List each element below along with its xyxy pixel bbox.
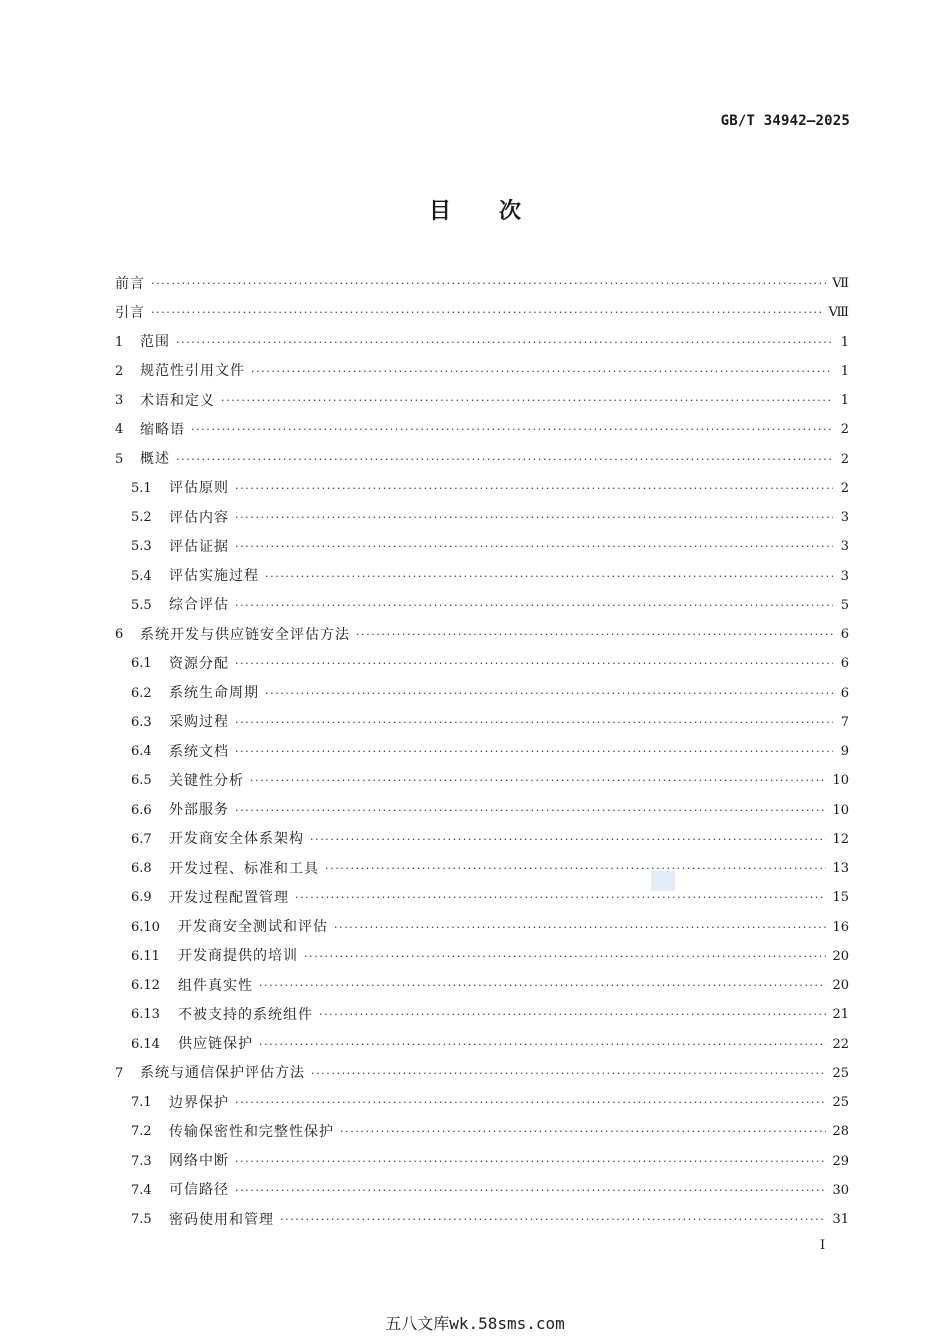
toc-leader-dots xyxy=(259,1039,826,1050)
toc-leader-dots xyxy=(235,512,833,523)
toc-entry-page: 2 xyxy=(840,451,849,467)
footer-site-text: 五八文库wk.58sms.com xyxy=(385,1314,565,1333)
toc-entry[interactable] xyxy=(115,1117,849,1146)
toc-entry-label: 传输保密性和完整性保护 xyxy=(169,1123,334,1140)
toc-leader-dots xyxy=(235,1185,826,1196)
toc-entry[interactable] xyxy=(115,825,849,854)
toc-entry-page: 1 xyxy=(840,334,849,350)
toc-entry-number: 2 xyxy=(115,363,124,379)
toc-entry-label: 供应链保护 xyxy=(178,1036,253,1053)
toc-title-left: 目 xyxy=(428,199,451,224)
toc-entry-label: 引言 xyxy=(115,304,145,321)
toc-entry-page: 9 xyxy=(840,744,849,760)
toc-entry[interactable] xyxy=(115,737,849,766)
toc-leader-dots xyxy=(311,1068,826,1079)
toc-entry[interactable] xyxy=(115,620,849,649)
toc-entry-page: 2 xyxy=(840,422,849,438)
toc-entry-page: 25 xyxy=(832,1095,849,1111)
toc-leader-dots xyxy=(221,395,833,406)
toc-entry[interactable] xyxy=(115,649,849,678)
toc-entry-label: 系统开发与供应链安全评估方法 xyxy=(140,626,350,643)
toc-entry-page: 3 xyxy=(840,510,849,526)
toc-entry[interactable] xyxy=(115,1176,849,1205)
toc-entry-label: 开发过程配置管理 xyxy=(169,889,289,906)
toc-entry[interactable] xyxy=(115,1030,849,1059)
toc-entry-page: 3 xyxy=(840,539,849,555)
toc-entry-page: Ⅶ xyxy=(832,276,849,292)
toc-leader-dots xyxy=(310,834,826,845)
toc-leader-dots xyxy=(235,1156,826,1167)
toc-entry-number: 7.5 xyxy=(131,1212,152,1228)
toc-entry[interactable] xyxy=(115,1147,849,1176)
toc-entry[interactable] xyxy=(115,1000,849,1029)
toc-entry-label: 开发商安全体系架构 xyxy=(169,831,304,848)
toc-leader-dots xyxy=(340,1126,826,1137)
toc-entry-number: 6.7 xyxy=(131,831,152,847)
toc-entry[interactable] xyxy=(115,942,849,971)
toc-entry[interactable] xyxy=(115,357,849,386)
toc-leader-dots xyxy=(235,541,833,552)
toc-entry-label: 不被支持的系统组件 xyxy=(178,1006,313,1023)
toc-entry-number: 5.3 xyxy=(131,539,152,555)
toc-entry-page: 10 xyxy=(832,802,849,818)
toc-entry-label: 系统生命周期 xyxy=(169,685,259,702)
toc-entry-number: 6.12 xyxy=(131,978,160,994)
toc-leader-dots xyxy=(319,1009,826,1020)
toc-entry[interactable] xyxy=(115,1088,849,1117)
toc-leader-dots xyxy=(295,892,826,903)
toc-leader-dots xyxy=(176,337,833,348)
toc-entry-number: 6.10 xyxy=(131,919,160,935)
toc-entry-label: 外部服务 xyxy=(169,802,229,819)
toc-entry-label: 术语和定义 xyxy=(140,392,215,409)
toc-entry-page: 2 xyxy=(840,480,849,496)
toc-entry-number: 6.14 xyxy=(131,1036,160,1052)
toc-entry-page: 15 xyxy=(832,890,849,906)
toc-entry[interactable] xyxy=(115,854,849,883)
toc-entry-label: 开发商安全测试和评估 xyxy=(178,919,328,936)
toc-leader-dots xyxy=(235,483,833,494)
toc-entry-label: 边界保护 xyxy=(169,1094,229,1111)
toc-entry-label: 网络中断 xyxy=(169,1153,229,1170)
toc-entry-page: 25 xyxy=(832,1065,849,1081)
toc-entry-page: 10 xyxy=(832,773,849,789)
toc-entry-label: 评估实施过程 xyxy=(169,568,259,585)
toc-leader-dots xyxy=(325,863,826,874)
toc-entry-number: 6.13 xyxy=(131,1007,160,1023)
toc-entry[interactable] xyxy=(115,766,849,795)
toc-entry-number: 7.4 xyxy=(131,1182,152,1198)
toc-entry-label: 概述 xyxy=(140,451,170,468)
toc-leader-dots xyxy=(356,629,833,640)
toc-entry-label: 可信路径 xyxy=(169,1182,229,1199)
toc-entry-label: 规范性引用文件 xyxy=(140,363,245,380)
toc-entry[interactable] xyxy=(115,474,849,503)
toc-entry-number: 7.3 xyxy=(131,1153,152,1169)
toc-entry[interactable] xyxy=(115,532,849,561)
toc-leader-dots xyxy=(235,658,833,669)
toc-entry-number: 5.5 xyxy=(131,597,152,613)
toc-entry-label: 组件真实性 xyxy=(178,977,253,994)
toc-entry-number: 4 xyxy=(115,422,124,438)
toc-entry[interactable] xyxy=(115,328,849,357)
toc-entry-label: 开发商提供的培训 xyxy=(178,948,298,965)
toc-entry-page: 13 xyxy=(832,861,849,877)
toc-entry-label: 缩略语 xyxy=(140,421,185,438)
toc-leader-dots xyxy=(176,454,833,465)
toc-entry-number: 6.2 xyxy=(131,685,152,701)
toc-entry-label: 范围 xyxy=(140,334,170,351)
toc-leader-dots xyxy=(191,424,833,435)
standard-code: GB/T 34942—2025 xyxy=(720,113,850,129)
toc-entry[interactable] xyxy=(115,1205,849,1234)
toc-entry-page: 16 xyxy=(832,919,849,935)
toc-leader-dots xyxy=(334,922,826,933)
toc-entry-number: 5.2 xyxy=(131,510,152,526)
toc-entry-page: 6 xyxy=(840,685,849,701)
toc-leader-dots xyxy=(304,951,826,962)
toc-entry[interactable] xyxy=(115,1059,849,1088)
toc-list xyxy=(115,269,849,1234)
toc-entry[interactable] xyxy=(115,883,849,912)
toc-entry-page: 20 xyxy=(832,948,849,964)
toc-entry[interactable] xyxy=(115,415,849,444)
toc-entry-label: 评估证据 xyxy=(169,538,229,555)
toc-entry-number: 6.6 xyxy=(131,802,152,818)
toc-entry-label: 开发过程、标准和工具 xyxy=(169,860,319,877)
toc-entry-number: 5 xyxy=(115,451,124,467)
toc-entry[interactable] xyxy=(115,591,849,620)
toc-entry-page: 22 xyxy=(832,1036,849,1052)
toc-entry-page: 1 xyxy=(840,393,849,409)
toc-entry-label: 资源分配 xyxy=(169,655,229,672)
toc-entry-number: 6.3 xyxy=(131,714,152,730)
toc-entry-number: 6.9 xyxy=(131,890,152,906)
toc-entry[interactable] xyxy=(115,298,849,327)
toc-entry-label: 评估原则 xyxy=(169,480,229,497)
toc-leader-dots xyxy=(251,366,833,377)
toc-entry-number: 6 xyxy=(115,627,124,643)
toc-entry-label: 系统文档 xyxy=(169,743,229,760)
toc-entry-page: 5 xyxy=(840,597,849,613)
toc-title xyxy=(0,194,950,225)
toc-entry-page: Ⅷ xyxy=(828,305,849,321)
toc-leader-dots xyxy=(259,980,826,991)
toc-entry-number: 6.1 xyxy=(131,656,152,672)
toc-entry[interactable] xyxy=(115,386,849,415)
toc-entry[interactable] xyxy=(115,562,849,591)
toc-entry-page: 6 xyxy=(840,627,849,643)
toc-entry-number: 6.8 xyxy=(131,861,152,877)
toc-entry-page: 31 xyxy=(832,1212,849,1228)
toc-entry-number: 3 xyxy=(115,393,124,409)
toc-entry-page: 1 xyxy=(840,363,849,379)
toc-entry-number: 7.1 xyxy=(131,1095,152,1111)
toc-leader-dots xyxy=(235,805,826,816)
toc-leader-dots xyxy=(235,717,833,728)
toc-entry-page: 12 xyxy=(832,831,849,847)
toc-entry[interactable] xyxy=(115,971,849,1000)
toc-leader-dots xyxy=(250,775,826,786)
toc-entry-number: 5.1 xyxy=(131,480,152,496)
toc-leader-dots xyxy=(265,688,833,699)
toc-entry-page: 29 xyxy=(832,1153,849,1169)
toc-entry-page: 7 xyxy=(840,714,849,730)
toc-leader-dots xyxy=(265,571,833,582)
toc-entry-number: 5.4 xyxy=(131,568,152,584)
toc-entry-page: 21 xyxy=(832,1007,849,1023)
toc-entry-label: 关键性分析 xyxy=(169,772,244,789)
toc-leader-dots xyxy=(151,307,823,318)
toc-leader-dots xyxy=(235,1097,826,1108)
toc-entry-number: 6.11 xyxy=(131,948,160,964)
toc-entry-number: 6.5 xyxy=(131,773,152,789)
toc-entry-number: 6.4 xyxy=(131,744,152,760)
toc-entry-label: 评估内容 xyxy=(169,509,229,526)
toc-entry-label: 系统与通信保护评估方法 xyxy=(140,1065,305,1082)
toc-entry[interactable] xyxy=(115,708,849,737)
toc-entry[interactable] xyxy=(115,445,849,474)
toc-entry-label: 密码使用和管理 xyxy=(169,1211,274,1228)
toc-entry-label: 前言 xyxy=(115,275,145,292)
toc-entry[interactable] xyxy=(115,269,849,298)
toc-entry-page: 6 xyxy=(840,656,849,672)
toc-entry-page: 28 xyxy=(832,1124,849,1140)
toc-entry-page: 20 xyxy=(832,978,849,994)
toc-entry[interactable] xyxy=(115,796,849,825)
toc-entry-page: 3 xyxy=(840,568,849,584)
toc-entry-number: 7 xyxy=(115,1065,124,1081)
toc-entry[interactable] xyxy=(115,913,849,942)
toc-entry[interactable] xyxy=(115,503,849,532)
toc-leader-dots xyxy=(151,278,826,289)
toc-leader-dots xyxy=(235,600,833,611)
toc-entry-number: 1 xyxy=(115,334,124,350)
toc-leader-dots xyxy=(280,1214,826,1225)
page-number: I xyxy=(820,1238,826,1253)
toc-entry-number: 7.2 xyxy=(131,1124,152,1140)
toc-entry-label: 综合评估 xyxy=(169,597,229,614)
watermark-logo xyxy=(651,871,675,891)
toc-entry-page: 30 xyxy=(832,1182,849,1198)
toc-title-right: 次 xyxy=(499,199,522,224)
toc-leader-dots xyxy=(235,746,833,757)
toc-entry-label: 采购过程 xyxy=(169,714,229,731)
toc-entry[interactable] xyxy=(115,679,849,708)
